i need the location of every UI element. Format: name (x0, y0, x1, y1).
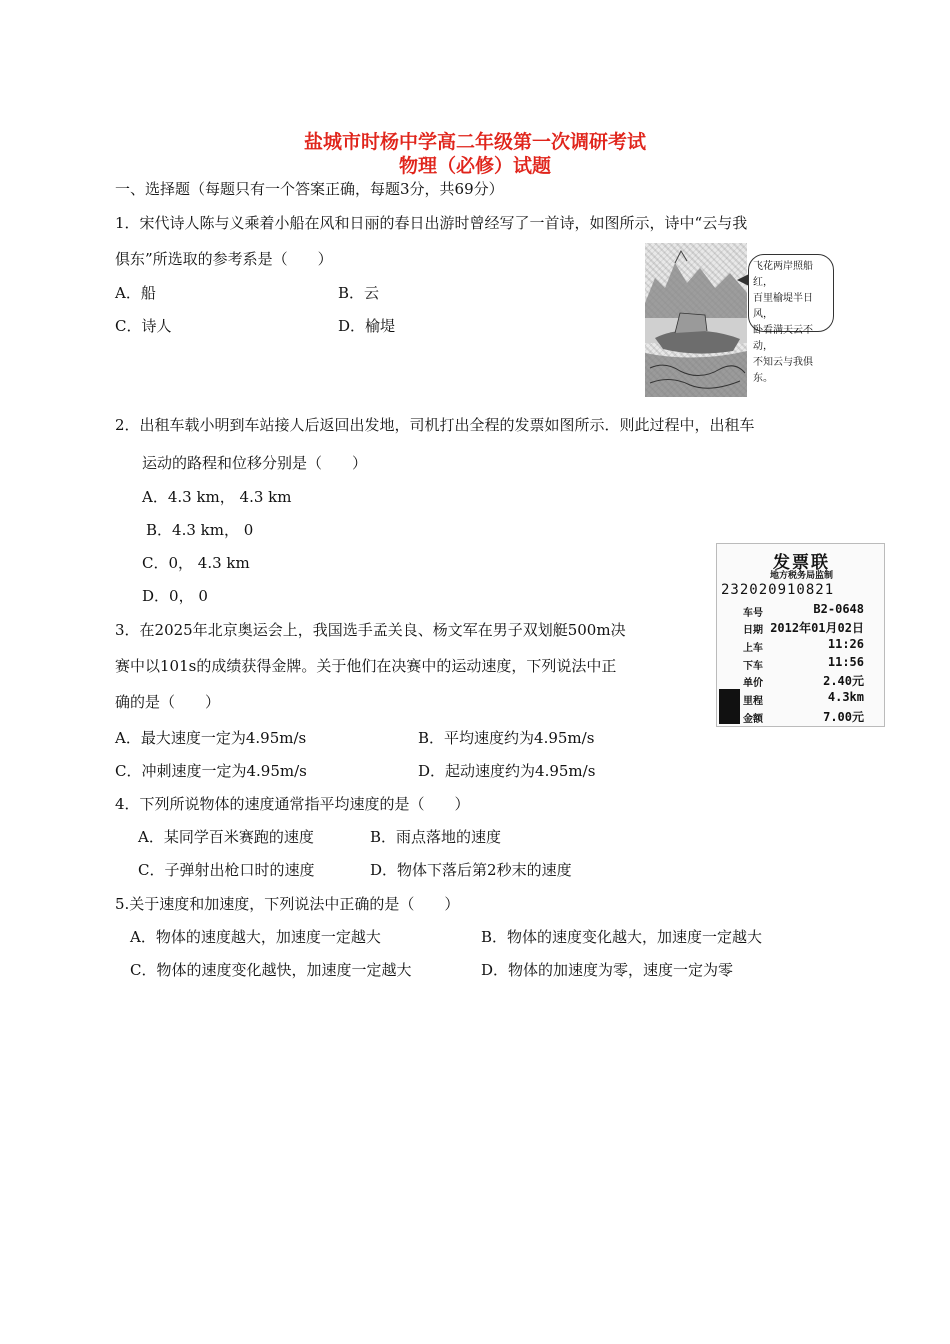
receipt-label-unit-price: 单价 (743, 678, 763, 689)
receipt-label-alight: 下车 (743, 661, 763, 672)
receipt-label-plate: 车号 (743, 608, 763, 619)
q3-option-a: A．最大速度一定为4.95m/s (115, 729, 307, 747)
poet-boat-illustration (645, 243, 747, 397)
q1-option-b: B．云 (338, 284, 380, 302)
receipt-label-date: 日期 (743, 625, 763, 636)
q2-option-a: A．4.3 km， 4.3 km (142, 488, 292, 506)
receipt-value-amount: 7.00元 (823, 710, 864, 724)
exam-subtitle: 物理（必修）试题 (398, 155, 551, 177)
poem-line: 飞花两岸照船红， (753, 261, 813, 288)
q1-option-a: A．船 (115, 284, 156, 302)
poem-line: 百里榆堤半日风， (753, 293, 813, 320)
receipt-value-date: 2012年01月02日 (770, 621, 864, 635)
taxi-receipt (716, 543, 885, 727)
receipt-black-block (719, 689, 740, 724)
q4-stem: 4．下列所说物体的速度通常指平均速度的是（ ） (115, 795, 470, 813)
q5-option-a: A．物体的速度越大，加速度一定越大 (130, 928, 381, 946)
q5-option-b: B．物体的速度变化越大，加速度一定越大 (481, 928, 763, 946)
q5-stem: 5.关于速度和加速度，下列说法中正确的是（ ） (115, 895, 460, 913)
receipt-value-board: 11:26 (827, 637, 864, 651)
q2-option-d: D．0， 0 (142, 587, 208, 605)
q1-stem-line1: 1．宋代诗人陈与义乘着小船在风和日丽的春日出游时曾经写了一首诗，如图所示，诗中“云与我 (115, 214, 748, 232)
q4-option-a: A．某同学百米赛跑的速度 (138, 828, 314, 846)
q3-option-b: B．平均速度约为4.95m/s (418, 729, 595, 747)
q5-option-d: D．物体的加速度为零，速度一定为零 (481, 961, 734, 979)
q5-option-c: C．物体的速度变化越快，加速度一定越大 (130, 961, 412, 979)
q2-stem-line1: 2．出租车载小明到车站接人后返回出发地，司机打出全程的发票如图所示．则此过程中，出租车 (115, 416, 755, 434)
q1-stem-line2: 俱东”所选取的参考系是（ ） (115, 250, 333, 268)
q3-option-d: D．起动速度约为4.95m/s (418, 762, 596, 780)
receipt-header: 发票联 (773, 553, 830, 573)
receipt-value-plate: B2-0648 (813, 602, 864, 616)
q2-option-c: C．0， 4.3 km (142, 554, 250, 572)
q3-stem-line1: 3．在2025年北京奥运会上，我国选手孟关良、杨文军在男子双划艇500m决 (115, 621, 626, 639)
receipt-label-distance: 里程 (743, 696, 763, 707)
receipt-subheader: 地方税务局监制 (769, 571, 833, 581)
exam-title: 盐城市时杨中学高二年级第一次调研考试 (303, 131, 646, 153)
q4-option-c: C．子弹射出枪口时的速度 (138, 861, 315, 879)
landscape-drawing (645, 243, 747, 397)
q3-option-c: C．冲刺速度一定为4.95m/s (115, 762, 307, 780)
receipt-value-unit-price: 2.40元 (823, 674, 864, 688)
receipt-code: 232020910821 (721, 582, 835, 598)
receipt-value-distance: 4.3km (827, 690, 864, 704)
q1-option-c: C．诗人 (115, 317, 172, 335)
receipt-label-amount: 金额 (743, 714, 763, 725)
q2-option-b: B．4.3 km， 0 (146, 521, 254, 539)
poem-line: 卧看满天云不动， (753, 325, 813, 352)
section-heading: 一、选择题（每题只有一个答案正确，每题3分，共69分） (115, 180, 504, 198)
q4-option-b: B．雨点落地的速度 (370, 828, 502, 846)
q4-option-d: D．物体下落后第2秒末的速度 (370, 861, 572, 879)
q1-option-d: D．榆堤 (338, 317, 396, 335)
q3-stem-line2: 赛中以101s的成绩获得金牌。关于他们在决赛中的运动速度，下列说法中正 (115, 657, 617, 675)
receipt-label-board: 上车 (743, 643, 763, 654)
poem-line: 不知云与我俱东。 (753, 357, 813, 384)
receipt-value-alight: 11:56 (827, 655, 864, 669)
poem-speech-bubble (748, 254, 834, 384)
q2-stem-line2: 运动的路程和位移分别是（ ） (142, 454, 368, 472)
q3-stem-line3: 确的是（ ） (115, 693, 221, 711)
